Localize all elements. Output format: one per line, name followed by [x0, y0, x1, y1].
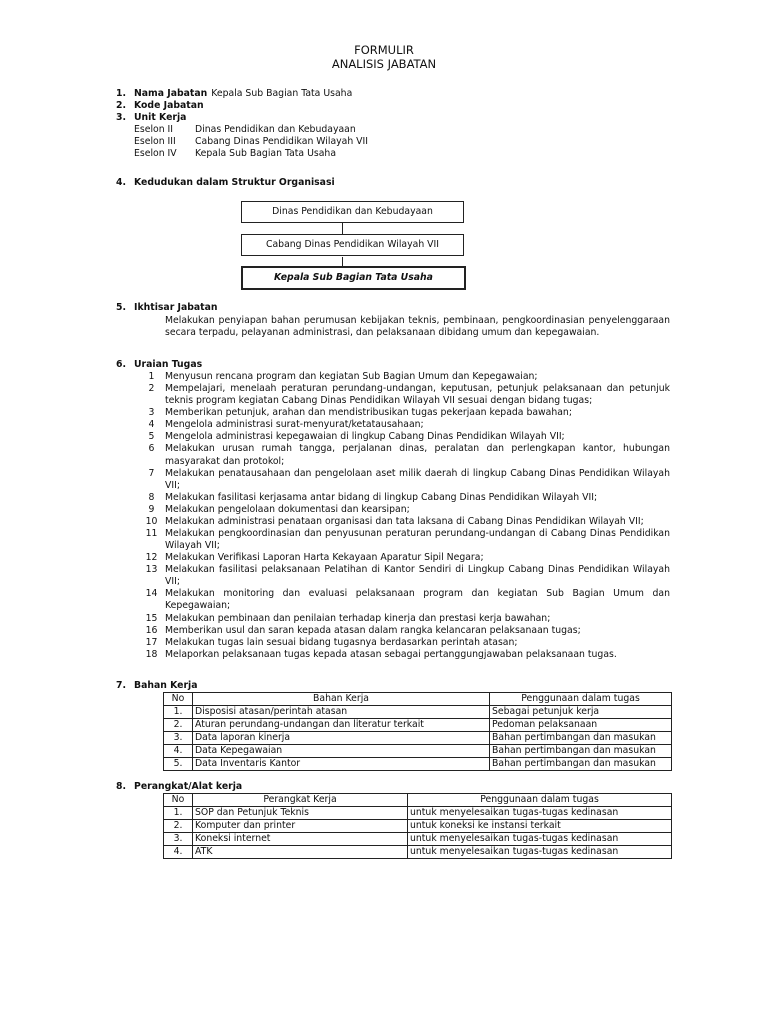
section-identity	[116, 88, 676, 160]
task-text: Melaporkan pelaksanaan tugas kepada atasan sebagai pertanggungjawaban pelaksanaan tugas.	[165, 648, 617, 660]
section-uraian-heading	[116, 359, 676, 371]
task-text: Melakukan administrasi penataan organisasi dan tata laksana di Cabang Dinas Pendidikan Wilayah VII;	[165, 515, 644, 527]
list-item	[138, 431, 670, 443]
table-row	[164, 732, 672, 745]
table-cell: Pedoman pelaksanaan	[490, 719, 672, 732]
table-row	[164, 807, 672, 820]
task-number: 1	[148, 371, 155, 382]
task-text: Melakukan penatausahaan dan pengelolaan aset milik daerah di lingkup Cabang Dinas Pendidikan Wilayah VII;	[165, 467, 670, 491]
table-cell: 3.	[164, 833, 193, 846]
table-cell: Data Inventaris Kantor	[193, 758, 490, 771]
task-text: Melakukan pembinaan dan penilaian terhadap kinerja dan prestasi kerja bawahan;	[165, 612, 551, 624]
table-cell: 3.	[164, 732, 193, 745]
nama-jabatan-value: Kepala Sub Bagian Tata Usaha	[211, 88, 353, 99]
task-text: Mempelajari, menelaah peraturan perundang-undangan, keputusan, petunjuk pelaksanaan dan petunjuk teknis program kegiatan Cabang Dinas Pendidikan Wilayah VII sesuai dengan bidang tugas;	[165, 383, 670, 407]
list-item	[138, 419, 670, 431]
unit-kerja-label: Unit Kerja	[134, 112, 187, 124]
task-text: Melakukan pengkoordinasian dan penyusunan peraturan perundang-undangan di Cabang Dinas Pendidikan Wilayah VII;	[165, 528, 670, 552]
task-number: 11	[145, 528, 158, 540]
task-number: 5	[148, 431, 155, 443]
task-number: 17	[145, 636, 158, 648]
list-item	[138, 625, 670, 637]
section-number: 3.	[116, 112, 127, 124]
task-text: Melakukan urusan rumah tangga, perjalanan dinas, peralatan dan perlengkapan kantor, hubungan masyarakat dan protokol;	[165, 443, 670, 467]
perangkat-label: Perangkat/Alat kerja	[134, 781, 243, 792]
org-box-cabang: Cabang Dinas Pendidikan Wilayah VII	[241, 234, 464, 256]
section-number: 1.	[116, 88, 127, 99]
task-number: 10	[145, 515, 158, 527]
table-cell: ATK	[193, 846, 408, 859]
section-number: 2.	[116, 100, 127, 112]
nama-jabatan-label: Nama Jabatan	[134, 88, 208, 99]
task-number: 3	[148, 407, 155, 419]
eselon-level: Eselon III	[134, 136, 176, 148]
table-cell: 2.	[164, 820, 193, 833]
table-cell: Data laporan kinerja	[193, 732, 490, 745]
task-number: 13	[145, 564, 158, 576]
list-item	[138, 588, 670, 612]
kode-jabatan-label: Kode Jabatan	[134, 100, 204, 112]
list-item	[138, 492, 670, 504]
table-cell: Sebagai petunjuk kerja	[490, 706, 672, 719]
list-item	[138, 516, 670, 528]
bahan-kerja-label: Bahan Kerja	[134, 680, 198, 691]
task-text: Memberikan petunjuk, arahan dan mendistribusikan tugas pekerjaan kepada bawahan;	[165, 407, 572, 419]
list-item	[138, 649, 670, 661]
table-cell: untuk menyelesaikan tugas-tugas kedinasan	[408, 833, 672, 846]
bahan-kerja-table	[163, 692, 672, 771]
section-number: 7.	[116, 680, 127, 691]
section-perangkat-heading	[116, 781, 676, 793]
table-header-row	[164, 693, 672, 706]
ikhtisar-text: Melakukan penyiapan bahan perumusan kebijakan teknis, pembinaan, pengkoordinasian penyelenggaraan secara terpadu, pelayanan administrasi, dan pelaksanaan dibidang umum dan kepegawaian.	[165, 315, 670, 339]
section-struktur-heading	[116, 177, 676, 189]
task-list	[138, 371, 670, 661]
column-header: Penggunaan dalam tugas	[408, 794, 672, 807]
eselon-name: Dinas Pendidikan dan Kebudayaan	[195, 124, 356, 136]
perangkat-kerja-table	[163, 793, 672, 859]
list-item	[138, 504, 670, 516]
table-cell: Bahan pertimbangan dan masukan	[490, 758, 672, 771]
table-cell: 5.	[164, 758, 193, 771]
org-box-kasubbag: Kepala Sub Bagian Tata Usaha	[241, 266, 466, 290]
task-text: Mengelola administrasi kepegawaian di lingkup Cabang Dinas Pendidikan Wilayah VII;	[165, 431, 565, 443]
list-item	[138, 468, 670, 492]
table-cell: SOP dan Petunjuk Teknis	[193, 807, 408, 820]
table-row	[164, 758, 672, 771]
task-text: Menyusun rencana program dan kegiatan Sub Bagian Umum dan Kepegawaian;	[165, 371, 538, 382]
table-row	[164, 719, 672, 732]
list-item	[138, 383, 670, 407]
table-cell: 4.	[164, 846, 193, 859]
table-cell: untuk koneksi ke instansi terkait	[408, 820, 672, 833]
task-text: Memberikan usul dan saran kepada atasan dalam rangka kelancaran pelaksanaan tugas;	[165, 624, 581, 636]
task-text: Melakukan fasilitasi kerjasama antar bidang di lingkup Cabang Dinas Pendidikan Wilayah VII;	[165, 491, 598, 503]
section-number: 8.	[116, 781, 127, 792]
section-ikhtisar-heading	[116, 302, 676, 314]
eselon-name: Cabang Dinas Pendidikan Wilayah VII	[195, 136, 369, 148]
section-number: 6.	[116, 359, 127, 370]
task-number: 9	[148, 503, 155, 515]
title-line-1: FORMULIR	[354, 43, 414, 57]
table-cell: Bahan pertimbangan dan masukan	[490, 745, 672, 758]
section-number: 5.	[116, 302, 127, 313]
eselon-row	[116, 124, 676, 136]
eselon-level: Eselon II	[134, 124, 174, 136]
task-number: 12	[145, 552, 158, 564]
task-number: 2	[148, 383, 155, 395]
table-cell: untuk menyelesaikan tugas-tugas kedinasan	[408, 846, 672, 859]
table-cell: Bahan pertimbangan dan masukan	[490, 732, 672, 745]
table-row	[164, 846, 672, 859]
table-row	[164, 745, 672, 758]
eselon-level: Eselon IV	[134, 148, 177, 160]
section-bahan-heading	[116, 680, 676, 692]
ikhtisar-label: Ikhtisar Jabatan	[134, 302, 218, 313]
table-cell: Koneksi internet	[193, 833, 408, 846]
task-text: Mengelola administrasi surat-menyurat/ketatausahaan;	[165, 419, 424, 431]
table-cell: Data Kepegawaian	[193, 745, 490, 758]
uraian-label: Uraian Tugas	[134, 359, 203, 370]
column-header: No	[164, 693, 193, 706]
list-item	[138, 552, 670, 564]
list-item	[138, 613, 670, 625]
column-header: Bahan Kerja	[193, 693, 490, 706]
table-row	[164, 820, 672, 833]
document-title	[0, 44, 768, 72]
list-item	[138, 528, 670, 552]
column-header: Perangkat Kerja	[193, 794, 408, 807]
list-item	[138, 443, 670, 467]
section-number: 4.	[116, 177, 127, 188]
task-text: Melakukan Verifikasi Laporan Harta Kekayaan Aparatur Sipil Negara;	[165, 552, 484, 564]
title-line-2: ANALISIS JABATAN	[331, 56, 437, 71]
table-row	[164, 833, 672, 846]
table-cell: 1.	[164, 706, 193, 719]
task-text: Melakukan monitoring dan evaluasi pelaksanaan program dan kegiatan Sub Bagian Umum dan Kepegawaian;	[165, 588, 670, 612]
column-header: No	[164, 794, 193, 807]
task-number: 8	[148, 491, 155, 503]
task-number: 18	[145, 648, 158, 660]
list-item	[138, 564, 670, 588]
org-connector	[342, 257, 343, 266]
task-number: 7	[148, 467, 155, 479]
table-cell: Aturan perundang-undangan dan literatur terkait	[193, 719, 490, 732]
eselon-row	[116, 148, 676, 160]
list-item	[138, 637, 670, 649]
task-number: 14	[145, 588, 158, 600]
task-number: 15	[145, 612, 158, 624]
table-cell: untuk menyelesaikan tugas-tugas kedinasan	[408, 807, 672, 820]
table-row	[164, 706, 672, 719]
task-text: Melakukan tugas lain sesuai bidang tugasnya berdasarkan perintah atasan;	[165, 636, 518, 648]
table-cell: 2.	[164, 719, 193, 732]
table-cell: Disposisi atasan/perintah atasan	[193, 706, 490, 719]
table-cell: 4.	[164, 745, 193, 758]
list-item	[138, 371, 670, 383]
list-item	[138, 407, 670, 419]
table-cell: 1.	[164, 807, 193, 820]
eselon-row	[116, 136, 676, 148]
task-number: 16	[145, 624, 158, 636]
task-text: Melakukan pengelolaan dokumentasi dan kearsipan;	[165, 503, 410, 515]
eselon-name: Kepala Sub Bagian Tata Usaha	[195, 148, 337, 160]
task-text: Melakukan fasilitasi pelaksanaan Pelatihan di Kantor Sendiri di Lingkup Cabang Dinas Pendidikan Wilayah VII;	[165, 564, 670, 588]
task-number: 4	[148, 419, 155, 431]
struktur-label: Kedudukan dalam Struktur Organisasi	[134, 177, 335, 188]
table-header-row	[164, 794, 672, 807]
task-number: 6	[148, 443, 155, 455]
org-box-dinas: Dinas Pendidikan dan Kebudayaan	[241, 201, 464, 223]
column-header: Penggunaan dalam tugas	[490, 693, 672, 706]
table-cell: Komputer dan printer	[193, 820, 408, 833]
